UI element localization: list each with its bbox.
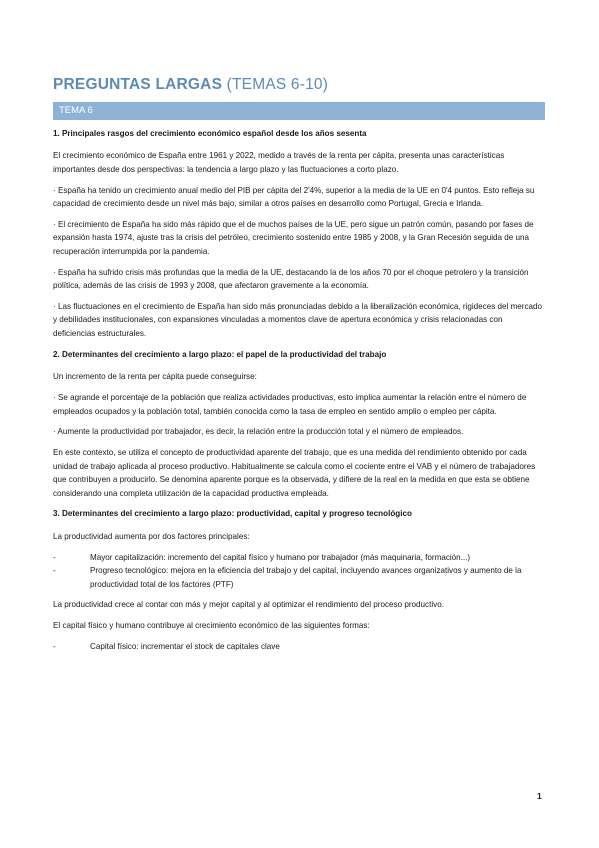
paragraph: · Aumente la productividad por trabajador, es decir, la relación entre la producción total y el número de empleados.: [53, 427, 464, 437]
paragraph: Un incremento de la renta per cápita puede conseguirse:: [53, 372, 257, 382]
capital-list: [53, 640, 545, 653]
list-item-text: Progreso tecnológico: mejora en la eficiencia del trabajo y del capital, incluyendo avances organizativos y aumento de la productividad total de los factores (PTF): [90, 566, 522, 589]
page-title: [53, 76, 328, 94]
list-dash: -: [53, 641, 56, 651]
title-sub: (TEMAS 6-10): [226, 76, 329, 93]
list-item: [53, 551, 545, 564]
paragraph: El crecimiento económico de España entre 1961 y 2022, medido a través de la renta per cápita, presenta unas características importantes desde dos perspectivas: la tendencia a largo plazo y las fluctuaciones a corto plazo.: [53, 151, 505, 174]
paragraph: La productividad aumenta por dos factores principales:: [53, 531, 250, 541]
paragraph: · El crecimiento de España ha sido más rápido que el de muchos países de la UE, pero sigue un patrón común, pasando por fases de expansión hasta 1974, ajuste tras la crisis del petróleo, crecimiento sostenido entre 1985 y 2008, y la Gran Recesión seguida de una recuperación interrumpida por la pandemia.: [53, 220, 534, 256]
paragraph: · España ha sufrido crisis más profundas que la media de la UE, destacando la de los años 70 por el choque petrolero y la transición política, además de las crisis de 1993 y 2008, que afectaron gravemente a la economía.: [53, 267, 529, 291]
list-item-text: Capital físico: incrementar el stock de capitales clave: [90, 641, 280, 651]
factors-list: [53, 551, 545, 591]
paragraph: La productividad crece al contar con más y mejor capital y al optimizar el rendimiento del proceso productivo.: [53, 599, 444, 609]
list-item: [53, 564, 545, 591]
paragraph: · Las fluctuaciones en el crecimiento de España han sido más pronunciadas debido a la liberalización económica, rigideces del mercado y debilidades institucionales, con expansiones vinculadas a momentos clave de apertura económica y crisis relacionadas con deficiencias estructurales.: [53, 302, 543, 338]
question-1-heading: 1. Principales rasgos del crecimiento económico español desde los años sesenta: [53, 129, 367, 138]
list-dash: -: [53, 566, 56, 576]
question-2-heading: 2. Determinantes del crecimiento a largo plazo: el papel de la productividad del trabajo: [53, 349, 387, 359]
paragraph: El capital físico y humano contribuye al crecimiento económico de las siguientes formas:: [53, 620, 370, 630]
section-heading-tema-6: TEMA 6: [53, 102, 545, 120]
page-number: 1: [537, 791, 542, 801]
paragraph: · España ha tenido un crecimiento anual medio del PIB per cápita del 2'4%, superior a la media de la UE en 0'4 puntos. Esto refleja su capacidad de crecimiento desde un nivel más bajo, similar a otros países en desarrollo como Portugal, Grecia e Irlanda.: [53, 185, 535, 209]
document-body: [53, 127, 545, 660]
list-dash: -: [53, 552, 56, 562]
list-item: [53, 640, 545, 653]
paragraph: En este contexto, se utiliza el concepto de productividad aparente del trabajo, que es una medida del rendimiento obtenido por cada unidad de trabajo aplicada al proceso productivo. Habitualmente se calcula como el cociente entre el VAB y el número de trabajadores que contribuyen a producirlo. Se denomina aparente porque es la observada, y difiere de la real en la medida en que esta se obtiene considerando una completa utilización de la capacidad productiva empleada.: [53, 448, 536, 498]
title-main: PREGUNTAS LARGAS: [53, 76, 223, 93]
question-3-heading: 3. Determinantes del crecimiento a largo plazo: productividad, capital y progreso tecnológico: [53, 509, 412, 519]
paragraph: · Se agrande el porcentaje de la población que realiza actividades productivas, esto implica aumentar la relación entre el número de empleados ocupados y la población total, también conocida como la tasa de empleo en sentido amplio o empleo per cápita.: [53, 393, 527, 416]
list-item-text: Mayor capitalización: incremento del capital físico y humano por trabajador (más maquinaria, formación...): [90, 552, 471, 562]
